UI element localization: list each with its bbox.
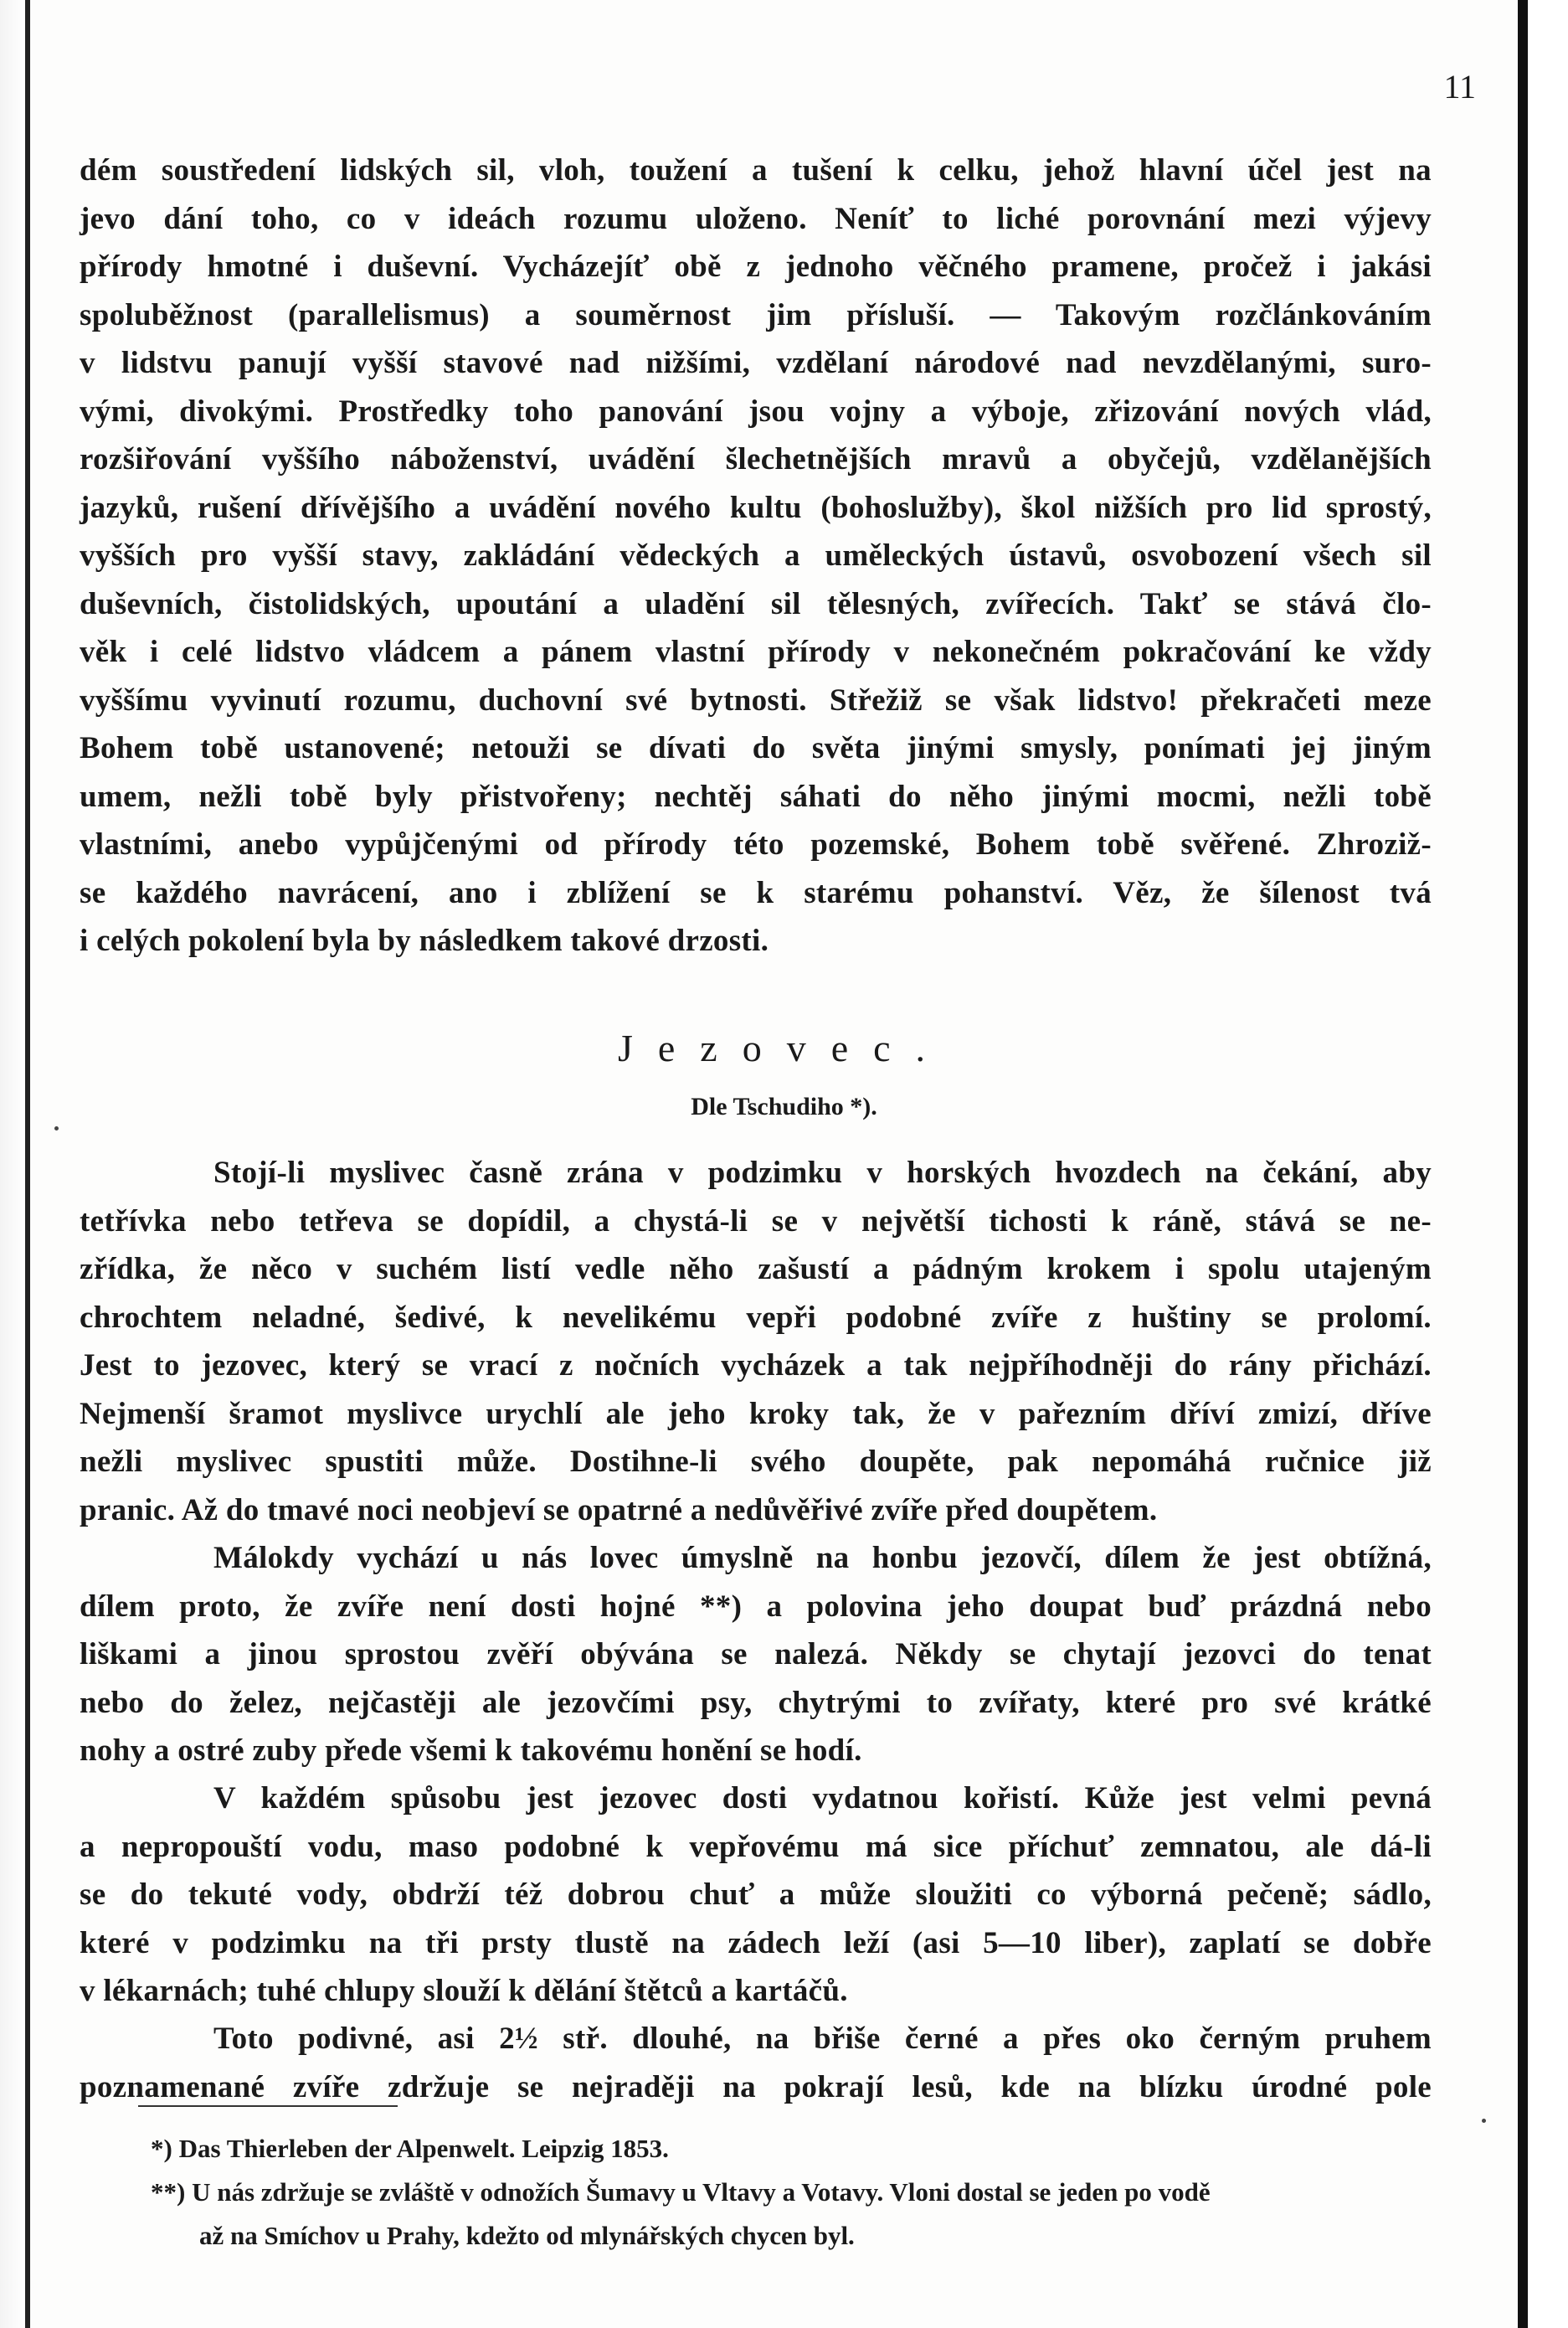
footnotes [151,2127,1465,2258]
text-line: vlastními, anebo vypůjčenými od přírody této pozemské, Bohem tobě svěřené. Zhroziž- [80,827,1432,862]
text-line: Bohem tobě ustanovené; netouži se dívati do světa jinými smysly, ponímati jej jiným [80,731,1432,765]
text-line: nohy a ostré zuby přede všemi k takovému honění se hodí. [80,1733,862,1768]
paragraph [80,1149,1432,1534]
ink-speck [54,1126,59,1131]
text-line: dém soustředení lidských sil, vloh, toužení a tušení k celku, jehož hlavní účel jest na [80,153,1432,188]
text-line: přírody hmotné i duševní. Vycházejíť obě z jednoho věčného pramene, pročež i jakási [80,250,1432,284]
text-line: Stojí-li myslivec časně zrána v podzimku v horských hvozdech na čekání, aby [213,1156,1432,1190]
text-line: umem, nežli tobě byly přistvořeny; nechtěj sáhati do něho jinými mocmi, nežli tobě [80,779,1432,814]
footnote-1: *) Das Thierleben der Alpenwelt. Leipzig 1853. [151,2134,669,2163]
text-line: které v podzimku na tři prsty tlustě na zádech leží (asi 5—10 liber), zaplatí se dobře [80,1925,1432,1960]
text-line: vými, divokými. Prostředky toho panování jsou vojny a výboje, zřizování nových vlád, [80,394,1432,429]
text-line: jazyků, rušení dřívějšího a uvádění nového kultu (bohoslužby), škol nižších pro lid sprostý, [80,490,1432,525]
text-line: tetřívka nebo tetřeva se dopídil, a chystá-li se v největší tichosti k ráně, stává se ne- [80,1203,1432,1239]
text-line: dílem proto, že zvíře není dosti hojné **) a polovina jeho doupat buď prázdná nebo [80,1589,1432,1624]
text-line: se do tekuté vody, obdrží též dobrou chuť a může sloužiti co výborná pečeně; sádlo, [80,1877,1432,1912]
text-line: Toto podivné, asi 2½ stř. dlouhé, na břiše černé a přes oko černým pruhem [213,2022,1432,2056]
paragraph [80,1774,1432,2016]
text-line: nežli myslivec spustiti může. Dostihne-li svého doupěte, pak nepomáhá ručnice již [80,1445,1432,1479]
footnote-2: **) U nás zdržuje se zvláště v odnožích Šumavy u Vltavy a Votavy. Vloni dostal se jeden po vodě [151,2177,1211,2207]
text-line: vyššímu vyvinutí rozumu, duchovní své bytnosti. Střežiž se však lidstvo! překračeti meze [80,682,1432,718]
text-line: věk i celé lidstvo vládcem a pánem vlastní přírody v nekonečném pokračování ke vždy [80,635,1432,669]
footnote-2-continuation: až na Smíchov u Prahy, kdežto od mlynářských chycen byl. [199,2221,855,2250]
paragraph [80,1534,1432,1775]
text-line: spoluběžnost (parallelismus) a souměrnost jim přísluší. — Takovým rozčlánkováním [80,297,1432,332]
page-number: 11 [1443,68,1476,106]
paragraph-continuation [80,147,1432,966]
text-line: zřídka, že něco v suchém listí vedle něho zašustí a pádným krokem i spolu utajeným [80,1252,1432,1286]
text-line: Málokdy vychází u nás lovec úmyslně na honbu jezovčí, dílem že jest obtížná, [213,1541,1432,1575]
text-line: i celých pokolení byla by následkem takové drzosti. [80,924,769,958]
footnote-divider [138,2105,398,2107]
text-line: rozšiřování vyššího náboženství, uvádění šlechetnějších mravů a obyčejů, vzdělanějších [80,442,1432,476]
text-line: se každého navrácení, ano i zblížení se k starému pohanství. Věz, že šílenost tvá [80,875,1432,910]
text-line: V každém spůsobu jest jezovec dosti vydatnou kořistí. Kůže jest velmi pevná [213,1781,1432,1816]
text-line: chrochtem neladné, šedivé, k nevelikému vepři podobné zvíře z huštiny se prolomí. [80,1300,1432,1335]
text-line: poznamenané zvíře zdržuje se nejraději na pokrají lesů, kde na blízku úrodné pole [80,2069,1432,2104]
text-line: nebo do želez, nejčastěji ale jezovčími psy, chytrými to zvířaty, které pro své krátké [80,1685,1432,1720]
article-title: Jezovec. [617,1027,951,1069]
article-subtitle: Dle Tschudiho *). [691,1093,877,1120]
text-line: Jest to jezovec, který se vrací z nočních vycházek a tak nejpříhodněji do rány přichází. [80,1348,1432,1383]
text-line: v lidstvu panují vyšší stavové nad nižšími, vzdělaní národové nad nevzdělanými, suro- [80,346,1432,380]
page-right-margin [1528,0,1568,2328]
text-line: liškami a jinou sprostou zvěří obývána se nalezá. Někdy se chytají jezovci do tenat [80,1637,1432,1671]
text-line: pranic. Až do tmavé noci neobjeví se opatrné a nedůvěřivé zvíře před doupětem. [80,1492,1158,1527]
paragraph [80,2015,1432,2111]
text-line: duševních, čistolidských, upoutání a uladění sil tělesných, zvířecích. Takť se stává člo- [80,586,1432,621]
ink-speck [1482,2119,1486,2123]
text-line: jevo dání toho, co v ideách rozumu uloženo. Neníť to liché porovnání mezi výjevy [80,201,1432,236]
text-line: a nepropouští vodu, maso podobné k vepřovému má sice příchuť zemnatou, ale dá-li [80,1829,1432,1864]
text-line: v lékarnách; tuhé chlupy slouží k dělání štětců a kartáčů. [80,1974,848,2008]
page-left-margin [0,0,25,2328]
text-line: vyšších pro vyšší stavy, zakládání vědeckých a umělecký​ch ústavů, osvobození všech sil [80,538,1432,573]
text-line: Nejmenší šramot myslivce urychlí ale jeho kroky tak, že v pařezním dříví zmizí, dříve [80,1396,1432,1431]
